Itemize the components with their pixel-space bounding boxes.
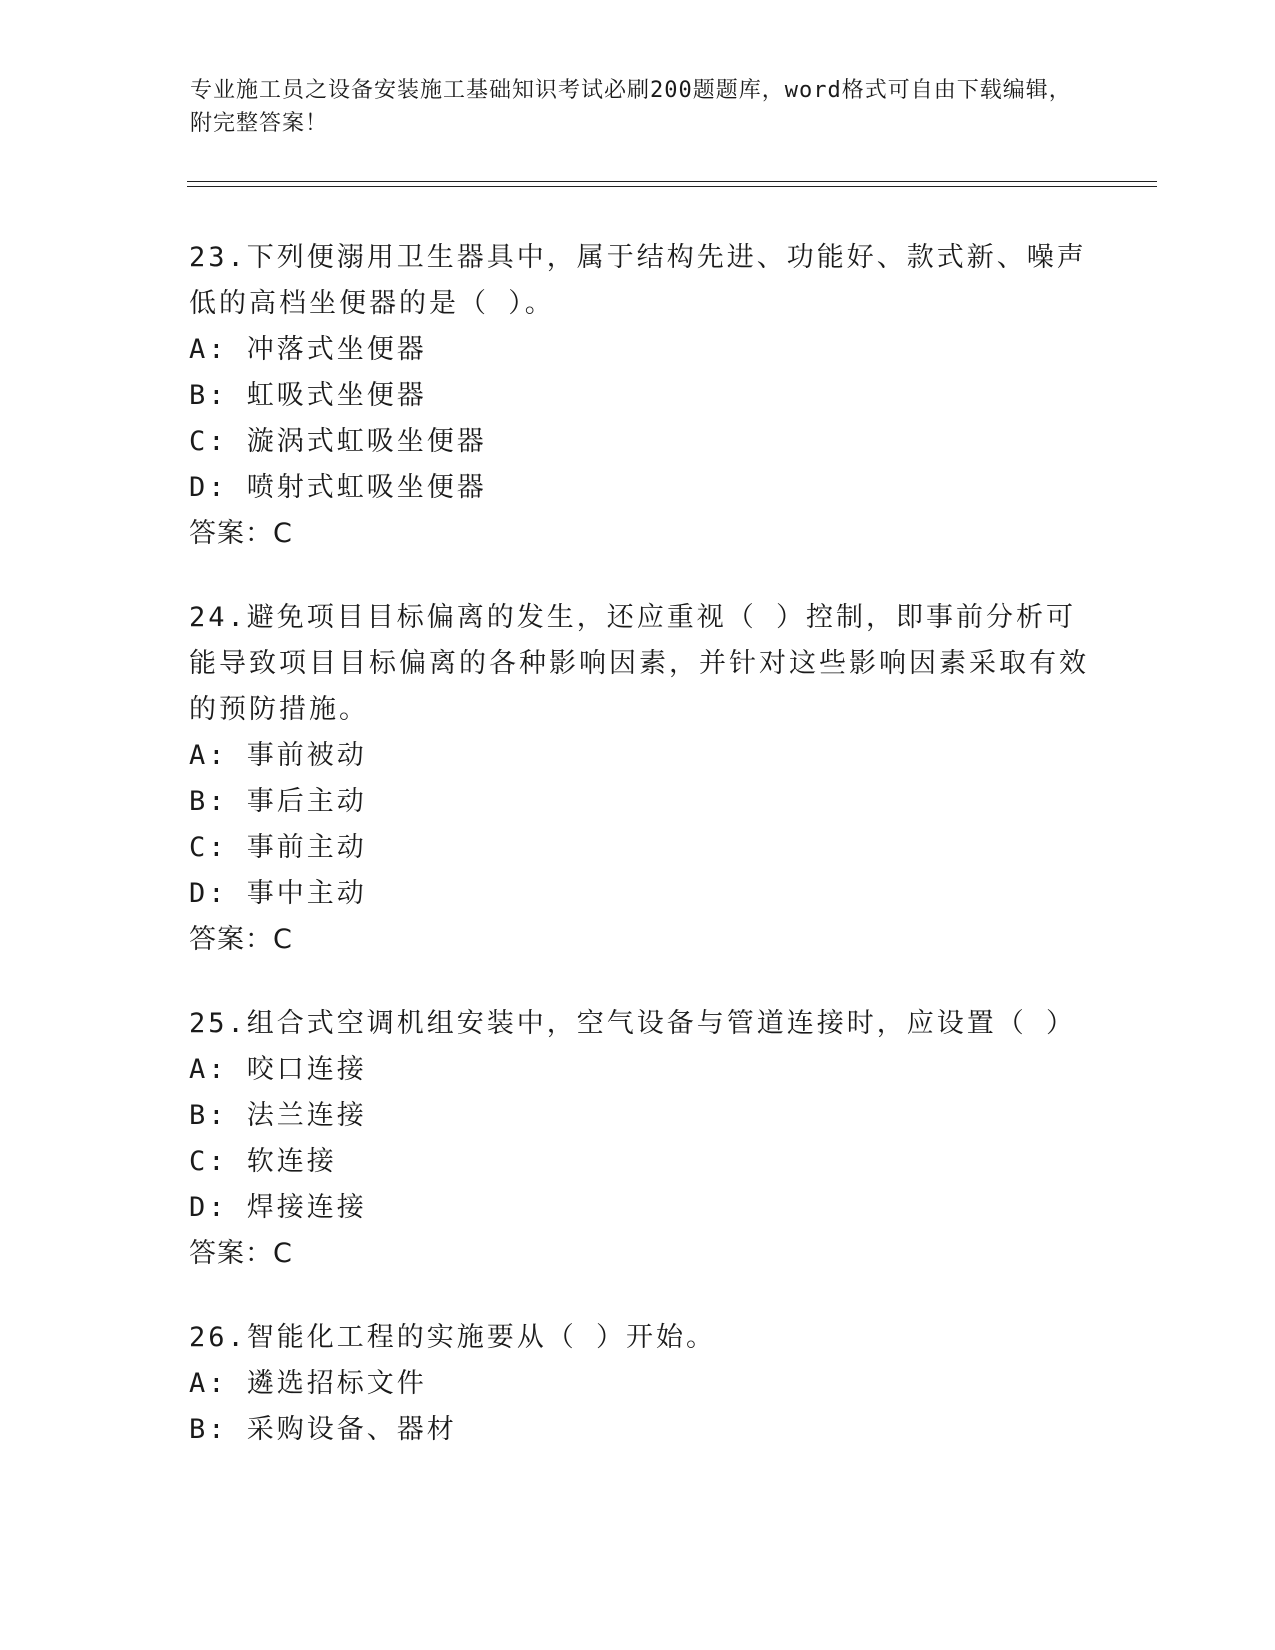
question-item (189, 1315, 1089, 1453)
answer-text: 答案：C (189, 1238, 293, 1269)
question-item (189, 1001, 1089, 1277)
option-a: A: 冲落式坐便器 (189, 334, 427, 365)
header-divider-bottom (187, 186, 1157, 187)
option-d: D: 喷射式虹吸坐便器 (189, 472, 487, 503)
question-text: 25.组合式空调机组安装中，空气设备与管道连接时，应设置（ ） (189, 1008, 1077, 1039)
option-a: A: 遴选招标文件 (189, 1368, 427, 1399)
question-item (189, 235, 1089, 557)
option-b: B: 事后主动 (189, 786, 367, 817)
option-a: A: 咬口连接 (189, 1054, 367, 1085)
option-c: C: 漩涡式虹吸坐便器 (189, 426, 487, 457)
option-b: B: 虹吸式坐便器 (189, 380, 427, 411)
answer-text: 答案：C (189, 518, 293, 549)
question-text: 24.避免项目目标偏离的发生，还应重视（ ）控制，即事前分析可能导致项目目标偏离的各种影响因素，并针对这些影响因素采取有效的预防措施。 (189, 602, 1089, 725)
answer-text: 答案：C (189, 924, 293, 955)
option-c: C: 事前主动 (189, 832, 367, 863)
option-b: B: 法兰连接 (189, 1100, 367, 1131)
document-header: 专业施工员之设备安装施工基础知识考试必刷200题题库，word格式可自由下载编辑，附完整答案！ (190, 78, 1072, 136)
option-b: B: 采购设备、器材 (189, 1414, 457, 1445)
option-d: D: 焊接连接 (189, 1192, 367, 1223)
question-list (189, 235, 1089, 1491)
question-text: 23.下列便溺用卫生器具中，属于结构先进、功能好、款式新、噪声低的高档坐便器的是（ ）。 (189, 242, 1087, 319)
option-c: C: 软连接 (189, 1146, 337, 1177)
option-d: D: 事中主动 (189, 878, 367, 909)
question-text: 26.智能化工程的实施要从（ ）开始。 (189, 1322, 717, 1353)
option-a: A: 事前被动 (189, 740, 367, 771)
question-item (189, 595, 1089, 963)
header-divider-top (187, 181, 1157, 182)
